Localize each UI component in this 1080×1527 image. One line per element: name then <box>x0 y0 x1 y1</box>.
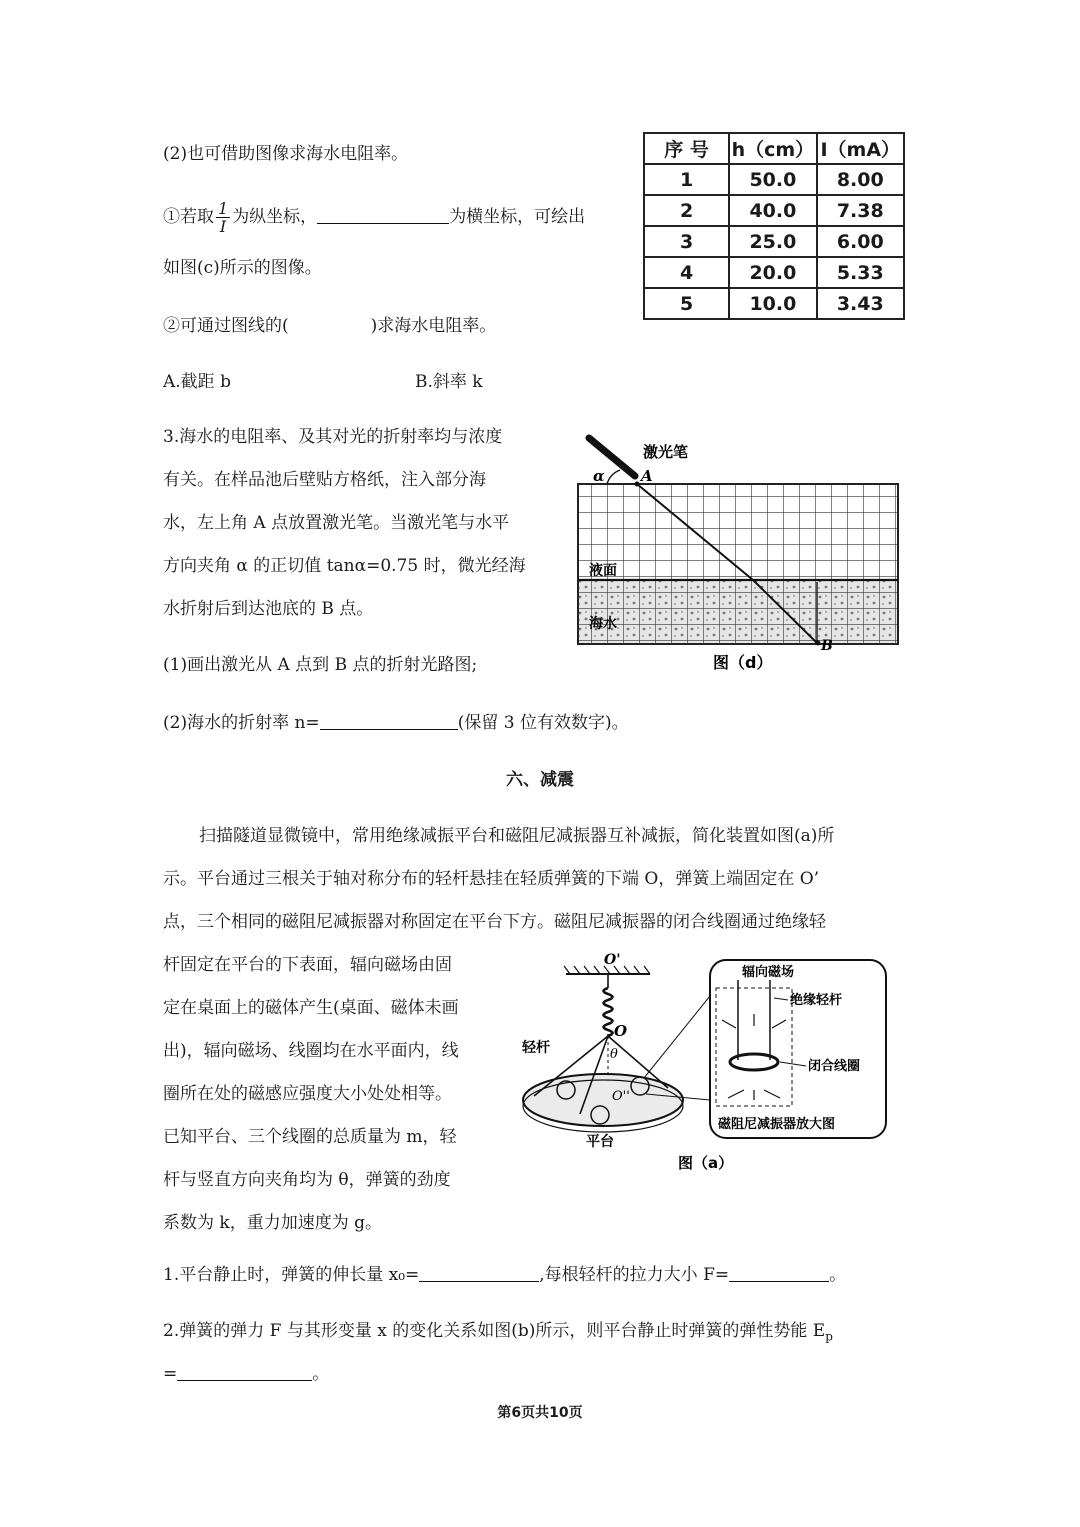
wrapped-line: 出)，辐向磁场、线圈均在水平面内，线 <box>163 1041 459 1061</box>
table-cell: 25.0 <box>729 226 816 257</box>
intro-line: 扫描隧道显微镜中，常用绝缘减振平台和磁阻尼减振器互补减振，简化装置如图(a)所 <box>199 826 835 846</box>
question-2-line <box>163 313 496 339</box>
point-b-marker <box>816 641 821 646</box>
table-cell: 7.38 <box>817 195 904 226</box>
table-header-cell: 序 号 <box>644 133 729 164</box>
closed-coil-shape <box>730 1054 778 1070</box>
alpha-label: α <box>593 467 605 485</box>
table-cell: 5.33 <box>817 257 904 288</box>
section-6-question-2 <box>163 1318 833 1349</box>
laser-pen-label: 激光笔 <box>643 443 689 461</box>
question-2-subscript: p <box>825 1329 833 1344</box>
table-cell: 6.00 <box>817 226 904 257</box>
section-6-intro <box>163 815 923 944</box>
table-cell: 3 <box>644 226 729 257</box>
field-arrows <box>722 1014 786 1100</box>
closed-coil-label: 闭合线圈 <box>808 1059 861 1074</box>
table-header-cell: h（cm） <box>729 133 816 164</box>
magnet-dashed <box>716 988 792 1106</box>
question-3-line: 方向夹角 α 的正切值 tanα=0.75 时，微光经海 <box>163 556 526 576</box>
question-2-text: 2.弹簧的弹力 F 与其形变量 x 的变化关系如图(b)所示，则平台静止时弹簧的弹性势能 E <box>163 1321 826 1341</box>
figure-d-drawing <box>575 432 905 677</box>
o-prime-label: O' <box>604 952 621 968</box>
question-1-text-b: ,每根轻杆的拉力大小 F= <box>539 1265 730 1285</box>
answer-blank-elastic-energy[interactable] <box>177 1362 312 1381</box>
table-row <box>644 195 904 226</box>
table-cell: 20.0 <box>729 257 816 288</box>
figure-a-drawing <box>518 950 903 1180</box>
question-3-text <box>163 416 563 631</box>
question-1-line <box>163 200 585 235</box>
zoom-line-top <box>644 996 710 1078</box>
radial-field-label: 辐向磁场 <box>742 965 795 980</box>
table-row <box>644 288 904 319</box>
table-row <box>644 226 904 257</box>
seawater-region <box>578 580 898 644</box>
angle-alpha-arc <box>607 470 620 484</box>
section-6-wrapped-text <box>163 944 513 1245</box>
question-3-line: 水折射后到达池底的 B 点。 <box>163 599 374 619</box>
point-b-label: B <box>821 638 833 654</box>
answer-blank-rod-tension[interactable] <box>729 1263 829 1282</box>
wrapped-line: 定在桌面上的磁体产生(桌面、磁体未画 <box>163 998 459 1018</box>
question-1-text-c: 。 <box>829 1265 847 1285</box>
table-cell: 5 <box>644 288 729 319</box>
table-cell: 1 <box>644 164 729 195</box>
question-3-line: 3.海水的电阻率、及其对光的折射率均与浓度 <box>163 427 503 447</box>
question-1-line2: 如图(c)所示的图像。 <box>163 258 322 278</box>
section-6-title: 六、减震 <box>506 770 574 790</box>
data-table <box>643 132 905 320</box>
part2-heading: (2)也可借助图像求海水电阻率。 <box>163 144 409 164</box>
table-cell: 10.0 <box>729 288 816 319</box>
figure-d <box>575 432 905 677</box>
insulated-rod-label: 绝缘轻杆 <box>790 993 843 1008</box>
question-1-text-a: 1.平台静止时，弹簧的伸长量 x₀= <box>163 1265 420 1285</box>
figure-a <box>518 950 903 1180</box>
table-cell: 40.0 <box>729 195 816 226</box>
question-1-suffix: 为横坐标，可绘出 <box>449 207 586 227</box>
table-cell: 2 <box>644 195 729 226</box>
grid-paper <box>578 484 898 580</box>
seawater-label: 海水 <box>589 616 617 632</box>
fraction-numerator: 1 <box>218 199 229 218</box>
table-cell: 50.0 <box>729 164 816 195</box>
rod-label: 轻杆 <box>522 1040 550 1056</box>
section-6-question-2-line2 <box>163 1361 329 1387</box>
question-2-equals: = <box>163 1364 178 1384</box>
coil-pointer <box>780 1062 806 1066</box>
table-header-row <box>644 133 904 164</box>
page-number: 第6页共10页 <box>497 1405 583 1421</box>
wrapped-line: 圈所在处的磁感应强度大小处处相等。 <box>163 1084 452 1104</box>
surface-label: 液面 <box>589 563 617 579</box>
wrapped-line: 已知平台、三个线圈的总质量为 m，轻 <box>163 1127 457 1147</box>
table-cell: 8.00 <box>817 164 904 195</box>
table-cell: 4 <box>644 257 729 288</box>
wrapped-line: 杆与竖直方向夹角均为 θ，弹簧的劲度 <box>163 1170 451 1190</box>
spring-coil <box>604 988 613 1036</box>
fraction-1-over-i <box>216 200 230 235</box>
question-3-sub2-prefix: (2)海水的折射率 n= <box>163 713 320 733</box>
question-3-sub1: (1)画出激光从 A 点到 B 点的折射光路图; <box>163 655 478 675</box>
answer-blank-refractive-index[interactable] <box>320 711 458 730</box>
wrapped-line: 杆固定在平台的下表面，辐向磁场由固 <box>163 955 452 975</box>
question-2-prefix: ②可通过图线的( <box>163 316 289 336</box>
fraction-denominator: I <box>219 217 227 236</box>
question-3-line: 水，左上角 A 点放置激光笔。当激光笔与水平 <box>163 513 510 533</box>
question-3-line: 有关。在样品池后壁贴方格纸，注入部分海 <box>163 470 486 490</box>
question-2-suffix: 。 <box>312 1364 330 1384</box>
question-2-suffix: )求海水电阻率。 <box>370 316 497 336</box>
zoom-caption: 磁阻尼减振器放大图 <box>718 1117 836 1132</box>
figure-d-caption: 图（d） <box>713 653 773 672</box>
question-1-prefix: ①若取 <box>163 207 214 227</box>
answer-blank-x-axis[interactable] <box>317 205 449 224</box>
o-double-label: O'' <box>612 1089 630 1104</box>
wrapped-line: 系数为 k，重力加速度为 g。 <box>163 1213 382 1233</box>
option-b: B.斜率 k <box>415 372 483 392</box>
intro-line: 示。平台通过三根关于轴对称分布的轻杆悬挂在轻质弹簧的下端 O，弹簧上端固定在 O’ <box>163 869 820 889</box>
figure-a-caption: 图（a） <box>678 1154 734 1172</box>
rod-pointer <box>774 998 788 1000</box>
platform-ellipse <box>523 1074 683 1126</box>
theta-label: θ <box>610 1047 618 1062</box>
section-6-question-1 <box>163 1262 846 1288</box>
table-row <box>644 164 904 195</box>
zoom-box <box>710 960 886 1138</box>
answer-blank-spring-extension[interactable] <box>419 1263 539 1282</box>
question-1-mid: 为纵坐标， <box>232 207 318 227</box>
platform-label: 平台 <box>586 1134 614 1150</box>
o-label: O <box>614 1022 628 1040</box>
intro-line: 点，三个相同的磁阻尼减振器对称固定在平台下方。磁阻尼减振器的闭合线圈通过绝缘轻 <box>163 912 826 932</box>
table-cell: 3.43 <box>817 288 904 319</box>
point-a-label: A <box>641 467 653 485</box>
question-3-sub2-suffix: (保留 3 位有效数字)。 <box>457 713 629 733</box>
table-row <box>644 257 904 288</box>
table-header-cell: I（mA） <box>817 133 904 164</box>
question-3-sub2 <box>163 710 629 736</box>
point-a-marker <box>635 482 640 487</box>
option-a: A.截距 b <box>163 372 231 392</box>
